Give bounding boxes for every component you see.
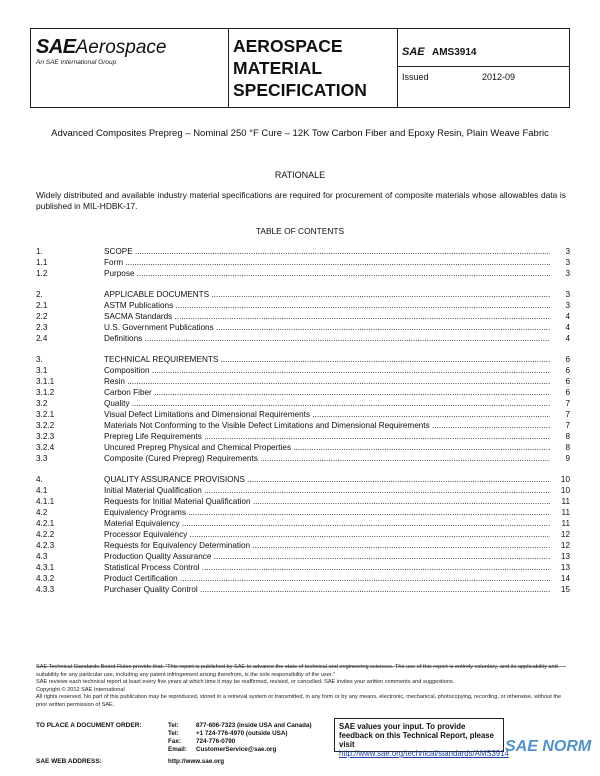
toc-entry-page: 3 [565,290,570,299]
footer-notes [36,664,566,710]
toc-entry[interactable] [36,485,570,496]
document-number: AMS3914 [432,47,477,58]
header-divider [228,28,229,108]
toc-entry[interactable] [36,354,570,365]
toc-entry-number: 3.2.1 [36,410,55,419]
toc-entry-title[interactable]: Resin ..... [104,376,550,387]
toc-entry-title[interactable]: ASTM Publications ..... [104,300,550,311]
header-divider [397,66,570,67]
toc-entry-number: 1.1 [36,258,48,267]
toc-entry-page: 3 [565,301,570,310]
header-divider [397,28,398,108]
toc-entry-title[interactable]: Purchaser Quality Control ..... [104,584,550,595]
toc-entry[interactable] [36,474,570,485]
logo-aerospace-text: Aerospace [75,37,167,58]
toc-entry-page: 13 [560,552,570,561]
toc-entry-page: 8 [565,443,570,452]
toc-entry-number: 2.4 [36,334,48,343]
footer-rights: All rights reserved. No part of this publication may be reproduced, stored in a retrieval system or transmitted, in any form or by any means, electronic, mechanical, photocopying, recording, or otherwise, without the prior written permission of SAE. [36,694,562,708]
feedback-box [334,718,509,758]
toc-entry[interactable] [36,300,570,311]
toc-entry-title[interactable]: Uncured Prepreg Physical and Chemical Properties ..... [104,442,550,453]
document-title: Advanced Composites Prepreg – Nominal 250 °F Cure – 12K Tow Carbon Fiber and Epoxy Resin, Plain Weave Fabric [51,128,549,139]
toc-entry-page: 6 [565,388,570,397]
toc-entry-title[interactable]: Composition ..... [104,365,550,376]
toc-entry[interactable] [36,573,570,584]
toc-entry-title[interactable]: QUALITY ASSURANCE PROVISIONS ..... [104,474,550,485]
toc-entry[interactable] [36,540,570,551]
toc-entry-number: 2.3 [36,323,48,332]
toc-entry-page: 13 [560,563,570,572]
toc-entry-page: 12 [560,530,570,539]
toc-entry-number: 4.1.1 [36,497,55,506]
doc-type-line: SPECIFICATION [233,80,367,100]
sae-small-logo: SAE [402,46,425,58]
toc-entry-title[interactable]: Composite (Cured Prepreg) Requirements ..... [104,453,550,464]
toc-entry-title[interactable]: Carbon Fiber ..... [104,387,550,398]
toc-entry-page: 3 [565,258,570,267]
toc-entry-number: 4.2.1 [36,519,55,528]
toc-entry[interactable] [36,333,570,344]
toc-entry-page: 6 [565,355,570,364]
toc-entry-title[interactable]: TECHNICAL REQUIREMENTS ..... [104,354,550,365]
toc-entry-page: 4 [565,323,570,332]
toc-entry[interactable] [36,311,570,322]
toc-entry-number: 4.1 [36,486,48,495]
toc-entry[interactable] [36,289,570,300]
toc-entry-number: 3.1 [36,366,48,375]
toc-entry-page: 4 [565,334,570,343]
toc-entry-title[interactable]: Equivalency Programs ..... [104,507,550,518]
toc-entry-title[interactable]: Prepreg Life Requirements ..... [104,431,550,442]
toc-entry-title[interactable]: Requests for Equivalency Determination ..... [104,540,550,551]
rationale-heading: RATIONALE [274,170,326,180]
toc-entry-title[interactable]: Form ..... [104,257,550,268]
toc-entry[interactable] [36,562,570,573]
footer-review: SAE reviews each technical report at least every five years at which time it may be reaffirmed, revised, or cancelled. SAE invites your written comments and suggestions. [36,679,455,686]
toc-heading: TABLE OF CONTENTS [255,226,345,236]
doc-type-line: MATERIAL [233,58,323,78]
toc-entry-page: 10 [560,486,570,495]
toc-entry-title[interactable]: Visual Defect Limitations and Dimensional Requirements ..... [104,409,550,420]
toc-entry[interactable] [36,507,570,518]
toc-entry-number: 2.2 [36,312,48,321]
toc-entry[interactable] [36,584,570,595]
fax-value: 724-776-0790 [196,738,236,745]
toc-entry[interactable] [36,518,570,529]
toc-entry-number: 3.2 [36,399,48,408]
toc-entry[interactable] [36,246,570,257]
email-label: Email: [168,746,187,753]
toc-entry-title[interactable]: Production Quality Assurance ..... [104,551,550,562]
feedback-link[interactable]: http://www.sae.org/technical/standards/AMS3914 [339,749,509,758]
toc-entry-page: 11 [561,497,570,506]
toc-entry[interactable] [36,551,570,562]
tel2-value: +1 724-776-4970 (outside USA) [196,730,288,737]
email-link[interactable]: CustomerService@sae.org [196,746,277,753]
issued-label: Issued [402,72,429,82]
toc-entry-page: 4 [565,312,570,321]
toc-entry-number: 2. [36,290,43,299]
toc-entry-page: 14 [560,574,570,583]
toc-entry-number: 4.3.2 [36,574,55,583]
toc-entry-title[interactable]: Processor Equivalency ..... [104,529,550,540]
toc-entry-number: 3.1.2 [36,388,55,397]
tel2-label: Tel: [168,730,179,737]
toc-entry-number: 4.2.2 [36,530,55,539]
toc-entry-number: 3.3 [36,454,48,463]
toc-entry-number: 3.2.3 [36,432,55,441]
toc-entry-number: 4.3 [36,552,48,561]
toc-entry-title[interactable]: Requests for Initial Material Qualification ..... [104,496,550,507]
toc-entry[interactable] [36,398,570,409]
toc-entry[interactable] [36,365,570,376]
toc-entry-number: 1. [36,247,43,256]
toc-entry-page: 7 [565,410,570,419]
fax-label: Fax: [168,738,181,745]
toc-entry-number: 1.2 [36,269,48,278]
footer-policy: SAE Technical Standards Board Rules provide that: “This report is published by SAE to advance the state of technical and engineering sciences. The use of this report is entirely voluntary, and its applicability and suitability for any particular use, including any patent infringement arising therefrom, is the sole responsibility of the user.” [36,664,558,678]
logo-sae-text: SAE [36,36,76,58]
toc-entry-title[interactable]: SCOPE ..... [104,246,550,257]
toc-entry-number: 3.1.1 [36,377,55,386]
rationale-text: Widely distributed and available industry material specifications are required for procurement of composite materials whose allowables data is published in MIL-HDBK-17. [36,190,566,211]
sae-norm-watermark: SAE NORM [505,738,592,755]
toc-entry[interactable] [36,496,570,507]
doc-type-line: AEROSPACE [233,36,343,56]
order-label: TO PLACE A DOCUMENT ORDER: [36,722,142,729]
toc-entry-number: 4.2 [36,508,48,517]
toc-entry[interactable] [36,387,570,398]
toc-entry-page: 6 [565,366,570,375]
toc-entry-title[interactable]: Product Certification ..... [104,573,550,584]
feedback-text: SAE values your input. To provide feedback on this Technical Report, please visit [339,722,494,749]
issued-date: 2012-09 [482,72,516,82]
toc-entry-number: 4.3.3 [36,585,55,594]
toc-entry-page: 10 [560,475,570,484]
toc-entry[interactable] [36,409,570,420]
toc-entry-page: 7 [565,399,570,408]
toc-entry[interactable] [36,268,570,279]
toc-entry[interactable] [36,257,570,268]
sae-aerospace-logo [36,37,166,57]
toc-entry-page: 8 [565,432,570,441]
toc-entry-page: 3 [565,247,570,256]
toc-entry[interactable] [36,376,570,387]
footer-copyright: Copyright © 2012 SAE International [36,686,125,693]
toc-entry[interactable] [36,322,570,333]
toc-entry[interactable] [36,431,570,442]
toc-entry[interactable] [36,442,570,453]
toc-entry[interactable] [36,420,570,431]
toc-entry[interactable] [36,529,570,540]
toc-entry-number: 3. [36,355,43,364]
toc-entry-title[interactable]: Definitions ..... [104,333,550,344]
toc-entry-page: 9 [565,454,570,463]
tel-value: 877-606-7323 (inside USA and Canada) [196,722,312,729]
toc-entry-page: 3 [565,269,570,278]
toc-entry-number: 3.2.2 [36,421,55,430]
web-label: SAE WEB ADDRESS: [36,758,102,765]
toc-entry-title[interactable]: APPLICABLE DOCUMENTS ..... [104,289,550,300]
toc-entry-number: 3.2.4 [36,443,55,452]
web-link[interactable]: http://www.sae.org [168,758,225,765]
toc-entry[interactable] [36,453,570,464]
toc-entry-title[interactable]: Material Equivalency ..... [104,518,550,529]
toc-entry-page: 11 [561,508,570,517]
logo-tagline: An SAE International Group [36,59,117,66]
toc-entry-title[interactable]: Materials Not Conforming to the Visible Defect Limitations and Dimensional Requirements ..... [104,420,550,431]
toc-entry-page: 6 [565,377,570,386]
document-type [233,35,393,101]
toc-entry-title[interactable]: U.S. Government Publications ..... [104,322,550,333]
toc-entry-number: 4.2.3 [36,541,55,550]
toc-entry-title[interactable]: SACMA Standards ..... [104,311,550,322]
tel-label: Tel: [168,722,179,729]
toc-entry-number: 2.1 [36,301,48,310]
toc-entry-page: 7 [565,421,570,430]
toc-entry-title[interactable]: Purpose ..... [104,268,550,279]
toc-entry-title[interactable]: Statistical Process Control ..... [104,562,550,573]
toc-entry-title[interactable]: Quality ..... [104,398,550,409]
toc-entry-page: 12 [560,541,570,550]
toc-entry-number: 4.3.1 [36,563,55,572]
toc-entry-page: 15 [560,585,570,594]
toc-entry-page: 11 [561,519,570,528]
toc-entry-number: 4. [36,475,43,484]
toc-entry-title[interactable]: Initial Material Qualification ..... [104,485,550,496]
